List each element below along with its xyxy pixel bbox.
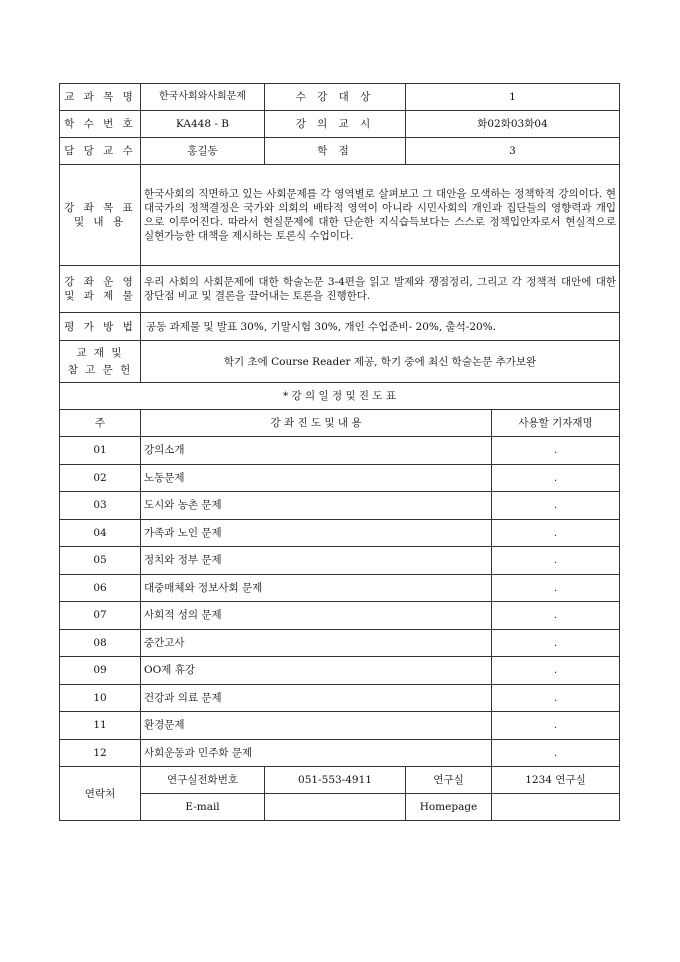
materials-label-line1: 교 재 및	[76, 346, 124, 359]
homepage-label: Homepage	[406, 794, 492, 821]
week-content: 사회적 성의 문제	[141, 602, 492, 630]
week-equipment: .	[492, 492, 620, 520]
schedule-title-row	[60, 383, 620, 410]
syllabus-table	[59, 83, 620, 821]
row-course-no	[60, 111, 620, 138]
course-name-label: 교 과 목 명	[60, 84, 141, 111]
instructor-label: 담 당 교 수	[60, 138, 141, 165]
week-number: 10	[60, 684, 141, 712]
week-equipment: .	[492, 684, 620, 712]
objectives-label-line1: 강 좌 목 표	[64, 202, 136, 214]
credits-label: 학 점	[265, 138, 406, 165]
row-evaluation	[60, 313, 620, 341]
week-equipment: .	[492, 464, 620, 492]
course-no-label: 학 수 번 호	[60, 111, 141, 138]
week-number: 02	[60, 464, 141, 492]
week-equipment: .	[492, 574, 620, 602]
operation-text: 우리 사회의 사회문제에 대한 학술논문 3-4편을 읽고 발제와 쟁점정리, 그리고 각 정책적 대안에 대한 장단점 비교 및 결론을 끌어내는 토론을 진행한다.	[141, 266, 620, 313]
table-row	[60, 629, 620, 657]
target-label: 수 강 대 상	[265, 84, 406, 111]
week-content: 강의소개	[141, 437, 492, 465]
week-equipment: .	[492, 547, 620, 575]
course-name-value: 한국사회와사회문제	[141, 84, 265, 111]
week-content: 환경문제	[141, 712, 492, 740]
evaluation-label: 평 가 방 법	[60, 313, 141, 341]
week-number: 08	[60, 629, 141, 657]
target-value: 1	[406, 84, 620, 111]
week-equipment: .	[492, 519, 620, 547]
week-equipment: .	[492, 629, 620, 657]
materials-label	[60, 341, 141, 383]
email-value	[265, 794, 406, 821]
objectives-label	[60, 165, 141, 266]
contact-row-1	[60, 767, 620, 794]
row-course-name	[60, 84, 620, 111]
row-operation	[60, 266, 620, 313]
header-week: 주	[60, 410, 141, 437]
homepage-value	[492, 794, 620, 821]
table-row	[60, 712, 620, 740]
header-equipment: 사용할 기자재명	[492, 410, 620, 437]
contact-row-2	[60, 794, 620, 821]
week-equipment: .	[492, 437, 620, 465]
phone-label: 연구실전화번호	[141, 767, 265, 794]
table-row	[60, 437, 620, 465]
operation-label-line1: 강 좌 운 영	[64, 276, 136, 288]
week-content: 중간고사	[141, 629, 492, 657]
week-equipment: .	[492, 657, 620, 685]
week-number: 09	[60, 657, 141, 685]
week-equipment: .	[492, 712, 620, 740]
week-number: 12	[60, 739, 141, 767]
phone-value: 051-553-4911	[265, 767, 406, 794]
week-content: 노동문제	[141, 464, 492, 492]
table-row	[60, 519, 620, 547]
week-content: 건강과 의료 문제	[141, 684, 492, 712]
schedule-value: 화02화03화04	[406, 111, 620, 138]
schedule-label: 강 의 교 시	[265, 111, 406, 138]
credits-value: 3	[406, 138, 620, 165]
operation-label	[60, 266, 141, 313]
row-objectives	[60, 165, 620, 266]
week-content: 도시와 농촌 문제	[141, 492, 492, 520]
objectives-label-line2: 및 내 용	[73, 216, 127, 228]
objectives-text: 한국사회의 직면하고 있는 사회문제를 각 영역별로 살펴보고 그 대안을 모색하는 정책학적 강의이다. 현대국가의 정책결정은 국가와 의회의 배타적 영역이 아니라 시민사회의 개인과 집단들의 영향력과 개입으로 이루어진다. 따라서 현실문제에 대한 단순한 지식습득보다는 스스로 정책입안자로서 현실적으로 실현가능한 대책을 제시하는 토론식 수업이다.	[141, 165, 620, 266]
table-row	[60, 739, 620, 767]
table-row	[60, 602, 620, 630]
week-number: 04	[60, 519, 141, 547]
week-content: OO제 휴강	[141, 657, 492, 685]
office-label: 연구실	[406, 767, 492, 794]
table-row	[60, 657, 620, 685]
row-materials	[60, 341, 620, 383]
week-content: 대중매체와 정보사회 문제	[141, 574, 492, 602]
week-number: 07	[60, 602, 141, 630]
office-value: 1234 연구실	[492, 767, 620, 794]
week-number: 06	[60, 574, 141, 602]
course-no-value: KA448 - B	[141, 111, 265, 138]
header-content: 강 좌 진 도 및 내 용	[141, 410, 492, 437]
week-equipment: .	[492, 602, 620, 630]
contact-label: 연락처	[60, 767, 141, 821]
week-content: 가족과 노인 문제	[141, 519, 492, 547]
week-number: 03	[60, 492, 141, 520]
email-label: E-mail	[141, 794, 265, 821]
schedule-title: * 강 의 일 정 및 진 도 표	[60, 383, 620, 410]
schedule-header-row	[60, 410, 620, 437]
table-row	[60, 574, 620, 602]
table-row	[60, 547, 620, 575]
table-row	[60, 492, 620, 520]
evaluation-text: 공동 과제물 및 발표 30%, 기말시험 30%, 개인 수업준비- 20%, 출석-20%.	[141, 313, 620, 341]
materials-text: 학기 초에 Course Reader 제공, 학기 중에 최신 학술논문 추가보완	[141, 341, 620, 383]
week-content: 정치와 정부 문제	[141, 547, 492, 575]
table-row	[60, 464, 620, 492]
row-instructor	[60, 138, 620, 165]
week-content: 사회운동과 민주화 문제	[141, 739, 492, 767]
operation-label-line2: 및 과 제 물	[64, 290, 136, 302]
instructor-value: 홍길동	[141, 138, 265, 165]
week-number: 11	[60, 712, 141, 740]
week-number: 01	[60, 437, 141, 465]
table-row	[60, 684, 620, 712]
week-equipment: .	[492, 739, 620, 767]
week-number: 05	[60, 547, 141, 575]
materials-label-line2: 참 고 문 헌	[67, 363, 133, 376]
